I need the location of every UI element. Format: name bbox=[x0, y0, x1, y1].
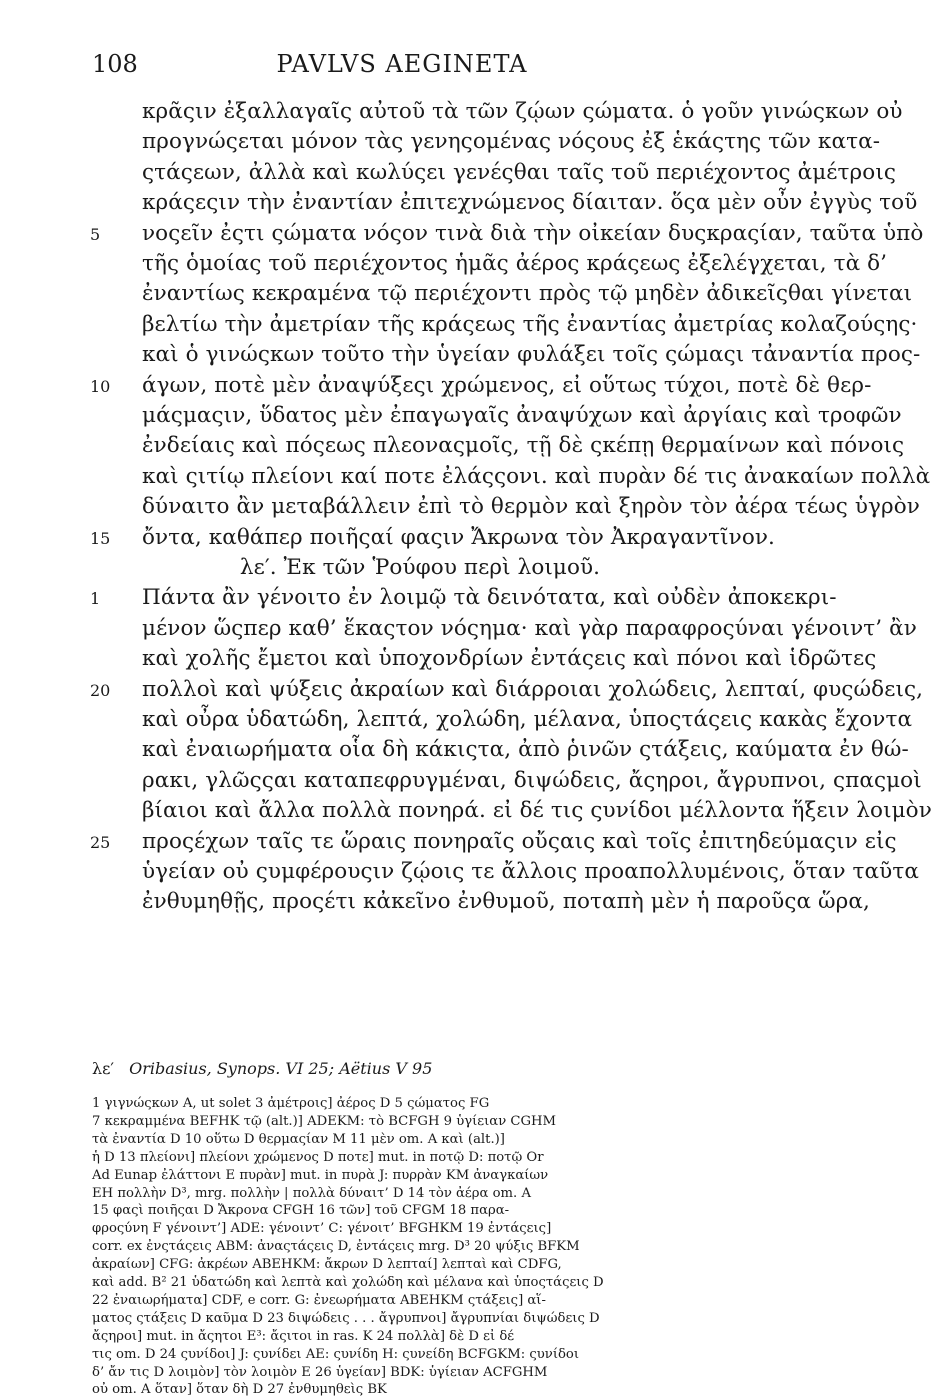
apparatus-line: 15 φαςὶ ποιῆςαι D Ἄκρονα CFGH 16 τῶν] τοῦ CFGM 18 παρα- bbox=[92, 1203, 510, 1219]
line-number: 15 bbox=[90, 528, 111, 548]
text-line: προςέχων ταῖς τε ὥραις πονηραῖς οὔςαις καὶ τοῖς ἐπιτηδεύμαςιν εἰς bbox=[142, 828, 897, 854]
apparatus-line: ἡ D 13 πλείονι] πλείονι χρώμενος D ποτε] mut. in ποτῷ D: ποτῷ Or bbox=[92, 1149, 544, 1165]
apparatus-line: οὐ om. A ὅταν] ὅταν δὴ D 27 ἐνθυμηθεὶς BK bbox=[92, 1382, 387, 1397]
text-line: ὑγείαν οὐ ςυμφέρουςιν ζῴοις τε ἄλλοις προαπολλυμένοις, ὅταν ταῦτα bbox=[142, 859, 919, 884]
text-line: Πάντα ἂν γένοιτο ἐν λοιμῷ τὰ δεινότατα, καὶ οὐδὲν ἀποκεκρι- bbox=[142, 585, 837, 611]
apparatus-line: Ad Eunap ἐλάττονι E πυρὰν] mut. in πυρὰ J: πυρρὰν KM ἀναγκαίων bbox=[92, 1167, 549, 1183]
text-line: ἐνδείαις καὶ πόςεως πλεοναςμοῖς, τῇ δὲ ςκέπῃ θερμαίνων καὶ πόνοις bbox=[142, 433, 905, 459]
text-line: καὶ ἐναιωρήματα οἷα δὴ κάκιςτα, ἀπὸ ῥινῶν ςτάξεις, καύματα ἐν θώ- bbox=[142, 737, 909, 763]
text-line: ἐναντίως κεκραμένα τῷ περιέχοντι πρὸς τῷ μηδὲν ἀδικεῖςθαι γίνεται bbox=[142, 281, 913, 307]
page-number: 108 bbox=[92, 50, 138, 78]
line-number: 25 bbox=[90, 832, 111, 852]
text-line: καὶ χολῆς ἔμετοι καὶ ὑποχονδρίων ἐντάςεις καὶ πόνοι καὶ ἱδρῶτες bbox=[142, 646, 877, 672]
line-number: 1 bbox=[90, 589, 101, 609]
text-line: ἐνθυμηθῇς, προςέτι κἀκεῖνο ἐνθυμοῦ, ποταπὴ μὲν ἡ παροῦςα ὥρα, bbox=[142, 889, 870, 915]
text-line: βελτίω τὴν ἀμετρίαν τῆς κράςεως τῆς ἐναντίας ἀμετρίας κολαζούςης· bbox=[142, 311, 918, 337]
text-line: δύναιτο ἂν μεταβάλλειν ἐπὶ τὸ θερμὸν καὶ ξηρὸν τὸν ἀέρα τέως ὑγρὸν bbox=[142, 494, 920, 520]
text-line: τῆς ὁμοίας τοῦ περιέχοντος ἡμᾶς ἀέρος κράςεως ἐξελέγχεται, τὰ δ’ bbox=[142, 251, 888, 276]
text-line: άγων, ποτὲ μὲν ἀναψύξεςι χρώμενος, εἰ οὕτως τύχοι, ποτὲ δὲ θερ- bbox=[142, 372, 872, 398]
text-line: ὄντα, καθάπερ ποιῆςαί φαςιν Ἄκρωνα τὸν Ἀκραγαντῖνον. bbox=[142, 524, 775, 550]
apparatus-line: τις om. D 24 ςυνίδοι] J: ςυνίδει AE: ςυνίδη H: ςυνείδη BCFGKM: ςυνίδοι bbox=[92, 1346, 580, 1362]
text-line: κράςεςιν τὴν ἐναντίαν ἐπιτεχνώμενος δίαιταν. ὅςα μὲν οὖν ἐγγὺς τοῦ bbox=[142, 190, 918, 216]
line-number: 5 bbox=[90, 224, 101, 244]
text-line: βίαιοι καὶ ἄλλα πολλὰ πονηρά. εἰ δέ τις ςυνίδοι μέλλοντα ἥξειν λοιμὸν bbox=[142, 798, 932, 824]
text-line: ςτάςεων, ἀλλὰ καὶ κωλύςει γενέςθαι ταῖς τοῦ περιέχοντος ἀμέτροις bbox=[142, 159, 896, 185]
text-line: νοςεῖν ἐςτι ςώματα νόςον τινὰ διὰ τὴν οἰκείαν δυςκραςίαν, ταῦτα ὑπὸ bbox=[142, 220, 924, 246]
page-header bbox=[92, 50, 712, 90]
apparatus-line: 1 γιγνώςκων A, ut solet 3 ἀμέτροις] ἀέρος D 5 ςώματος FG bbox=[92, 1096, 490, 1111]
apparatus-line: 7 κεκραμμένα BEFHK τῷ (alt.)] ADEKM: τὸ BCFGH 9 ὑγίειαν CGHM bbox=[92, 1113, 557, 1129]
sources-text: Oribasius, Synops. VI 25; Aëtius V 95 bbox=[129, 1059, 433, 1078]
running-head: PAVLVS AEGINETA bbox=[276, 50, 528, 78]
apparatus-line: corr. ex ἐνςτάςεις ABM: ἀναςτάςεις D, ἐντάςεις mrg. D³ 20 ψύξις BFKM bbox=[92, 1239, 580, 1255]
text-line: ρακι, γλῶςςαι καταπεφρυγμέναι, διψώδεις, ἄςηροι, ἄγρυπνοι, ςπαςμοὶ bbox=[142, 767, 922, 793]
apparatus-line: ματος ςτάξεις D καῦμα D 23 διψώδεις . . . ἄγρυπνοι] ἄγρυπνίαι διψώδεις D bbox=[92, 1310, 600, 1326]
sources-label: λε′ bbox=[92, 1059, 115, 1078]
text-line: καὶ ὁ γινώςκων τοῦτο τὴν ὑγείαν φυλάξει τοῖς ςώμαςι τἀναντία προς- bbox=[142, 342, 921, 368]
apparatus-line: τὰ ἐναντία D 10 οὕτω D θερμαςίαν M 11 μὲν om. A καὶ (alt.)] bbox=[92, 1131, 505, 1147]
text-line: κρᾶςιν ἐξαλλαγαῖς αὐτοῦ τὰ τῶν ζῴων ςώματα. ὁ γοῦν γινώςκων οὐ bbox=[142, 99, 903, 124]
apparatus-line: φροςύνη F γένοιντ’] ADE: γένοιντ’ C: γένοιτ’ BFGHKM 19 ἐντάςεις] bbox=[92, 1221, 552, 1237]
text-line: μένον ὥςπερ καθ’ ἕκαςτον νόςημα· καὶ γὰρ παραφροςύναι γένοιντ’ ἂν bbox=[142, 615, 917, 641]
text-line: μάςμαςιν, ὕδατος μὲν ἐπαγωγαῖς ἀναψύχων καὶ ἀργίαις καὶ τροφῶν bbox=[142, 403, 902, 428]
chapter-heading: λε′. Ἐκ τῶν Ῥούφου περὶ λοιμοῦ. bbox=[239, 555, 601, 580]
apparatus-line: ἄςηροι] mut. in ἄςητοι E³: ἄςιτοι in ras. K 24 πολλὰ] δὲ D εἰ δέ bbox=[92, 1328, 515, 1344]
text-line: καὶ οὖρα ὑδατώδη, λεπτά, χολώδη, μέλανα, ὑποςτάςεις κακὰς ἔχοντα bbox=[142, 707, 913, 732]
text-line: καὶ ςιτίῳ πλείονι καί ποτε ἐλάςςονι. καὶ πυρὰν δέ τις ἀνακαίων πολλὰ bbox=[142, 463, 931, 489]
apparatus-line: EH πολλὴν D³, mrg. πολλὴν | πολλὰ δύναιτ’ D 14 τὸν ἀέρα om. A bbox=[92, 1185, 531, 1201]
text-line: προγνώςεται μόνον τὰς γενηςομένας νόςους ἐξ ἑκάςτης τῶν κατα- bbox=[142, 129, 881, 155]
apparatus-line: καὶ add. B² 21 ὑδατώδη καὶ λεπτὰ καὶ χολώδη καὶ μέλανα καὶ ὑποςτάςεις D bbox=[92, 1275, 604, 1290]
sources-line bbox=[92, 1059, 432, 1078]
apparatus-line: ἀκραίων] CFG: ἀκρέων ABEHKM: ἄκρων D λεπταί] λεπταὶ καὶ CDFG, bbox=[92, 1257, 562, 1273]
apparatus-line: 22 ἐναιωρήματα] CDF, e corr. G: ἐνεωρήματα ABEHKM ςτάξεις] αἵ- bbox=[92, 1292, 546, 1308]
text-line: πολλοὶ καὶ ψύξεις ἀκραίων καὶ διάρροιαι χολώδεις, λεπταί, φυςώδεις, bbox=[142, 676, 924, 702]
line-number: 10 bbox=[90, 376, 111, 396]
line-number: 20 bbox=[90, 680, 111, 700]
apparatus-line: δ’ ἄν τις D λοιμὸν] τὸν λοιμὸν E 26 ὑγείαν] BDK: ὑγίειαν ACFGHM bbox=[92, 1364, 548, 1380]
